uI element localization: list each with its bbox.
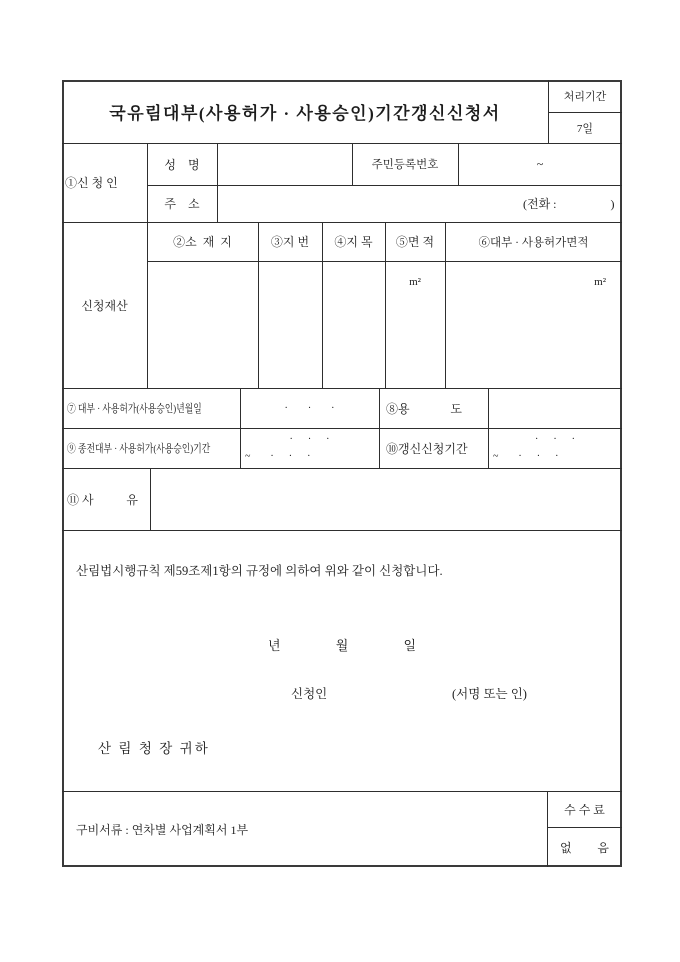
previous-period-line1: · · · xyxy=(289,434,330,445)
declaration-text: 산림법시행규칙 제59조제1항의 규정에 의하여 위와 같이 신청합니다. xyxy=(76,564,443,578)
use-label-right: 도 xyxy=(450,401,462,416)
fee-value-left: 없 xyxy=(560,840,572,855)
grant-date-label xyxy=(62,388,240,428)
previous-period-field[interactable] xyxy=(240,428,379,468)
renewal-period-line1: · · · xyxy=(535,434,575,445)
renewal-period-label: ⑩갱신신청기간 xyxy=(386,441,468,456)
fee-label: 수 수 료 xyxy=(564,802,605,817)
area-field[interactable] xyxy=(385,261,445,388)
renewal-period-field[interactable] xyxy=(488,428,622,468)
fee-value-right: 음 xyxy=(597,840,609,855)
previous-period-line2: ~ · · · xyxy=(245,451,311,462)
name-label: 성 명 xyxy=(164,157,200,172)
previous-period-label xyxy=(62,428,240,468)
processing-period-value: 7일 xyxy=(576,122,594,135)
use-label-left: ⑧용 xyxy=(386,401,410,416)
required-documents-text: 구비서류 : 연차별 사업계획서 1부 xyxy=(76,822,249,837)
column-header-area: ⑤면 적 xyxy=(395,235,435,249)
column-header-lease-area: ⑥대부 · 사용허가면적 xyxy=(478,236,589,249)
use-label xyxy=(379,388,488,428)
renewal-period-line2: ~ · · · xyxy=(493,451,559,462)
lease-area-field[interactable] xyxy=(445,261,622,388)
applicant-signature-label: 신청인 xyxy=(291,687,328,701)
name-field[interactable] xyxy=(217,143,352,185)
area-unit-label: m² xyxy=(409,276,421,288)
grant-date-label-text: ⑦ 대부 · 사용허가(사용승인)년월일 xyxy=(67,403,202,415)
use-field[interactable] xyxy=(488,388,622,428)
fee-value xyxy=(547,827,622,867)
applicant-section-label: ①신 청 인 xyxy=(65,176,118,190)
signature-or-seal-label: (서명 또는 인) xyxy=(452,687,527,701)
reason-label-left: ⑪ 사 xyxy=(67,492,94,507)
date-line xyxy=(262,632,422,656)
column-header-land-category: ④지 목 xyxy=(334,235,373,249)
table-border-line xyxy=(62,530,622,531)
lease-area-unit-label: m² xyxy=(594,276,606,288)
previous-period-label-text: ⑨ 종전대부 · 사용허가(사용승인)기간 xyxy=(67,443,211,455)
reason-label xyxy=(62,468,150,530)
date-month-label: 월 xyxy=(335,637,349,653)
location-field[interactable] xyxy=(147,261,258,388)
address-label: 주 소 xyxy=(164,197,200,211)
rrn-label: 주민등록번호 xyxy=(371,159,439,171)
grant-date-field[interactable]: · · · xyxy=(284,402,335,414)
rrn-field[interactable]: ~ xyxy=(536,156,544,171)
form-title: 국유림대부(사용허가 · 사용승인)기간갱신신청서 xyxy=(109,104,501,123)
land-category-field[interactable] xyxy=(322,261,385,388)
date-year-label: 년 xyxy=(268,637,281,653)
phone-label: (전화 : ) xyxy=(523,197,615,211)
property-section-label: 신청재산 xyxy=(81,298,128,313)
column-header-lot-number: ③지 번 xyxy=(270,235,310,249)
reason-field[interactable] xyxy=(150,468,622,530)
reason-label-right: 유 xyxy=(126,492,138,507)
addressee-label: 산 림 청 장 귀하 xyxy=(98,741,210,756)
processing-period-label: 처리기간 xyxy=(563,91,607,103)
address-field[interactable] xyxy=(217,185,517,222)
column-header-location: ②소 재 지 xyxy=(173,235,232,249)
lot-number-field[interactable] xyxy=(258,261,322,388)
date-day-label: 일 xyxy=(403,637,416,653)
